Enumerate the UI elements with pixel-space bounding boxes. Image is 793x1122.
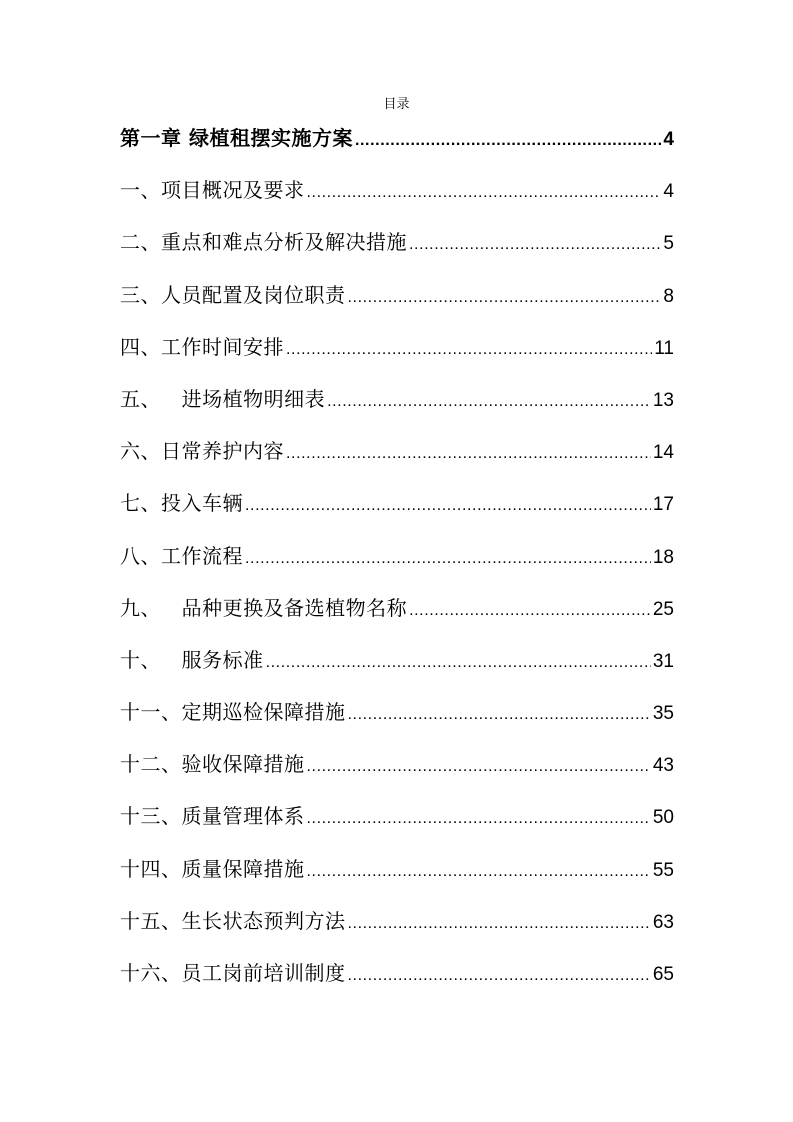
toc-entry-title: 十五、生长状态预判方法 [120,908,346,933]
dot-leader [245,533,651,585]
toc-entry-page: 55 [652,859,674,881]
toc-entry-page: 5 [663,233,674,255]
toc-entry-page: 13 [652,389,674,411]
toc-entry-page: 11 [654,337,674,359]
toc-entry-page: 4 [663,181,674,203]
dot-leader [245,480,651,532]
dot-leader [327,376,651,428]
toc-entry-page: 8 [663,285,674,307]
dot-leader [348,898,651,950]
toc-entry-page: 18 [652,546,674,568]
dot-leader [286,324,652,376]
toc-entry-page: 14 [652,442,674,464]
toc-entry-page: 65 [652,964,674,985]
toc-entry[interactable] [120,738,674,790]
toc-entry[interactable] [120,843,674,895]
dot-leader [355,115,661,167]
toc-entry-page: 25 [652,598,674,620]
dot-leader [348,950,651,1002]
toc-entry-title: 四、工作时间安排 [120,334,284,359]
toc-entry[interactable] [120,216,674,268]
toc-entry-title: 十三、质量管理体系 [120,804,305,829]
toc-entry-title: 一、项目概况及要求 [120,178,305,203]
dot-leader [307,846,651,898]
toc-entry[interactable] [120,269,674,321]
dot-leader [307,741,651,793]
toc-entry-title: 三、人员配置及岗位职责 [120,282,346,307]
dot-leader [286,428,651,480]
toc-entry-page: 31 [652,650,674,672]
toc-entry[interactable] [120,373,674,425]
toc-entry[interactable] [120,895,674,947]
toc-entry-title: 二、重点和难点分析及解决措施 [120,230,407,255]
toc-entry[interactable] [120,164,674,216]
toc-entry-page: 4 [663,129,674,150]
toc-entry[interactable] [120,790,674,842]
toc-entry-title: 十、 服务标准 [120,647,264,672]
toc-entry-title: 第一章 绿植租摆实施方案 [120,126,353,150]
toc-entry[interactable] [120,477,674,529]
dot-leader [348,689,651,741]
dot-leader [266,637,651,689]
toc-entry-title: 十六、员工岗前培训制度 [120,961,346,985]
toc-entry-page: 43 [652,755,674,777]
toc-entry-page: 50 [652,807,674,829]
toc-entry-title: 八、工作流程 [120,543,243,568]
toc-title: 目录 [383,97,410,112]
dot-leader [348,272,662,324]
dot-leader [307,167,662,219]
toc-entry-title: 六、日常养护内容 [120,439,284,464]
toc-entry-page: 63 [652,911,674,933]
toc-entry-title: 七、投入车辆 [120,491,243,516]
toc-entry[interactable] [120,947,674,999]
toc-chapter-entry[interactable] [120,112,674,164]
toc-entry-page: 35 [652,703,674,725]
toc-entry[interactable] [120,686,674,738]
toc-entry[interactable] [120,530,674,582]
toc-entry[interactable] [120,425,674,477]
toc-entry-title: 十一、定期巡检保障措施 [120,700,346,725]
table-of-contents [120,112,674,999]
toc-entry-title: 十四、质量保障措施 [120,856,305,881]
toc-entry-title: 九、 品种更换及备选植物名称 [120,595,408,620]
toc-entry[interactable] [120,582,674,634]
dot-leader [307,793,651,845]
toc-entry-title: 十二、验收保障措施 [120,752,305,777]
toc-entry[interactable] [120,321,674,373]
dot-leader [409,219,661,271]
toc-entry[interactable] [120,634,674,686]
toc-entry-page: 17 [652,494,674,516]
toc-entry-title: 五、 进场植物明细表 [120,386,326,411]
dot-leader [409,585,651,637]
